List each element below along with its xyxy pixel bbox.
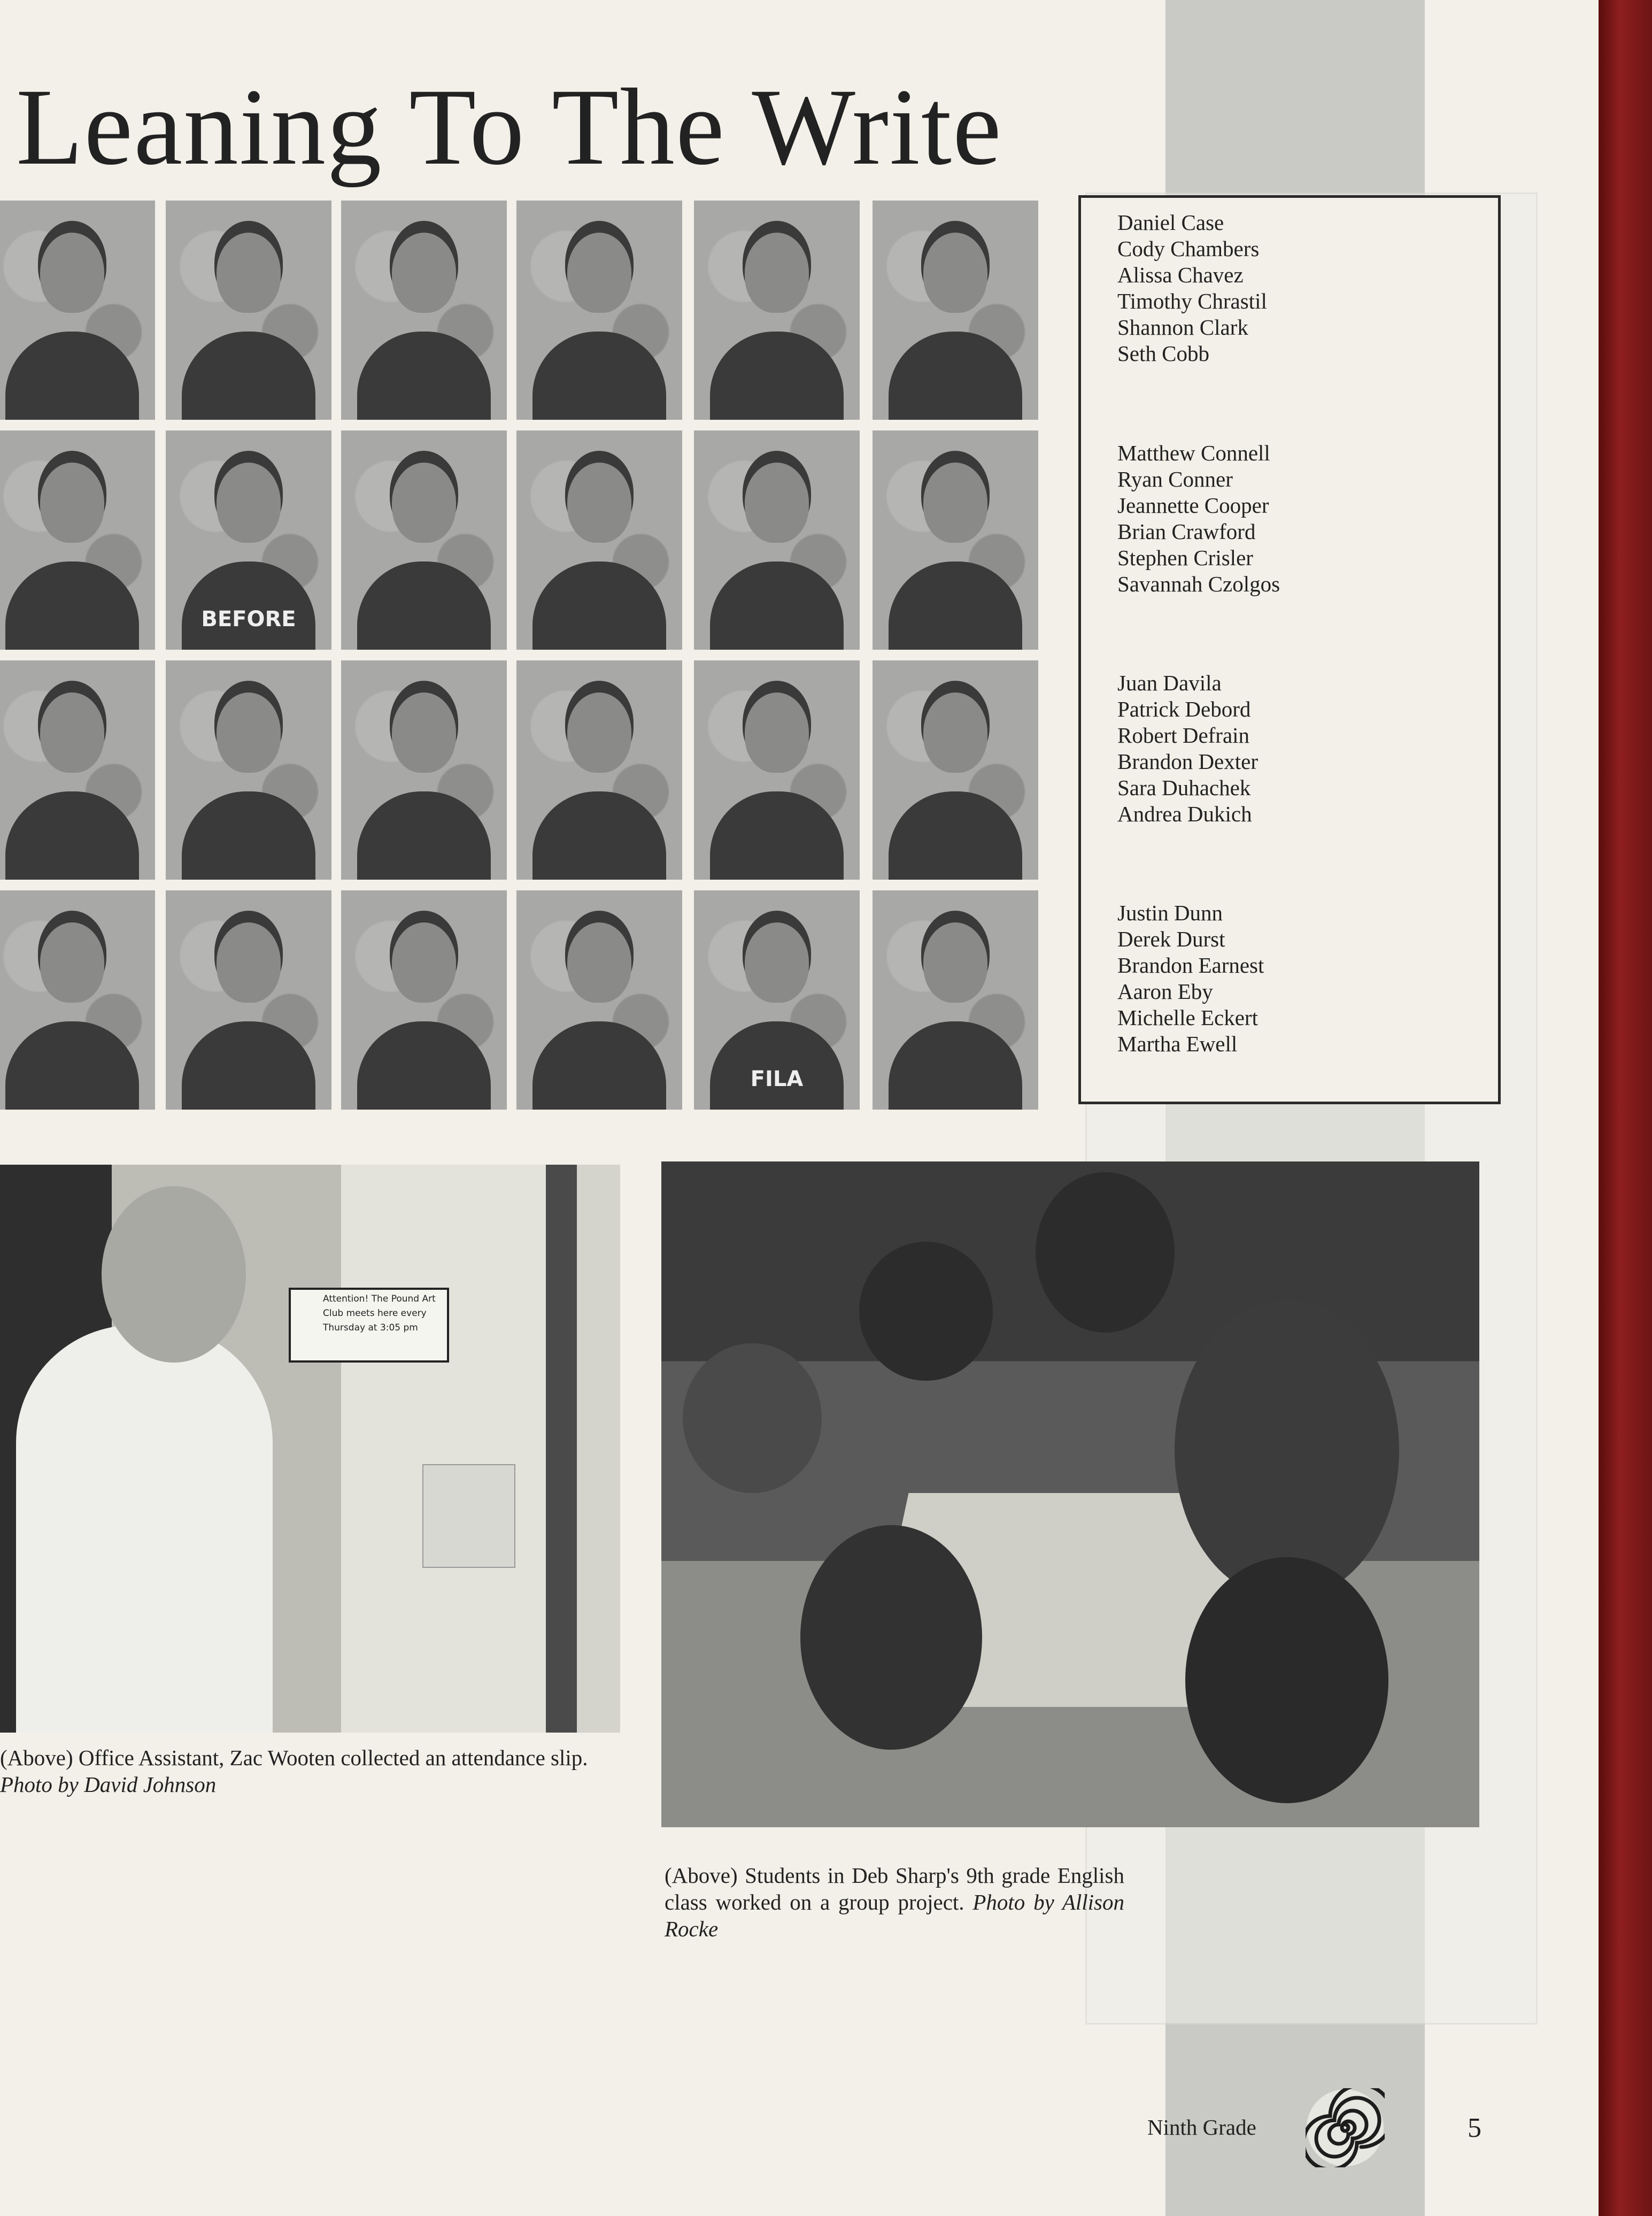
student-name: Stephen Crisler bbox=[1117, 545, 1253, 570]
office-assistant-photo bbox=[0, 1165, 620, 1733]
portrait-head bbox=[923, 233, 987, 313]
student-portrait bbox=[0, 430, 155, 650]
portrait-shirt bbox=[710, 1021, 844, 1110]
portrait-shirt bbox=[5, 332, 139, 420]
student-portrait bbox=[694, 890, 860, 1110]
portrait-head bbox=[567, 922, 631, 1003]
portrait-shirt bbox=[889, 1021, 1022, 1110]
student-name: Sara Duhachek bbox=[1117, 775, 1251, 800]
portrait-head bbox=[40, 463, 104, 543]
student-figure bbox=[1036, 1172, 1175, 1333]
student-name: Brandon Dexter bbox=[1117, 749, 1258, 774]
portrait-head bbox=[745, 233, 809, 313]
portrait-shirt bbox=[182, 1021, 315, 1110]
portrait-head bbox=[392, 233, 456, 313]
student-head bbox=[102, 1186, 246, 1363]
name-list-box bbox=[1078, 195, 1501, 1104]
portrait-head bbox=[745, 692, 809, 773]
student-portrait bbox=[341, 430, 507, 650]
portrait-shirt bbox=[5, 561, 139, 650]
student-portrait bbox=[166, 430, 331, 650]
portrait-shirt bbox=[532, 1021, 666, 1110]
portrait-shirt bbox=[532, 332, 666, 420]
caption-text: (Above) Office Assistant, Zac Wooten collected an attendance slip. bbox=[0, 1745, 588, 1770]
portrait-shirt bbox=[532, 791, 666, 880]
caption-text: (Above) Students in Deb Sharp's 9th grade English class worked on a group project. bbox=[665, 1863, 1124, 1914]
student-name: Patrick Debord bbox=[1117, 697, 1251, 721]
portrait-head bbox=[923, 463, 987, 543]
student-portrait bbox=[873, 430, 1038, 650]
student-portrait bbox=[694, 660, 860, 880]
student-portrait bbox=[516, 430, 682, 650]
student-name: Ryan Conner bbox=[1117, 467, 1233, 491]
page-title: Leaning To The Write bbox=[16, 66, 1002, 188]
student-portrait bbox=[166, 660, 331, 880]
student-name: Daniel Case bbox=[1117, 210, 1224, 235]
student-name: Derek Durst bbox=[1117, 927, 1225, 951]
portrait-shirt bbox=[357, 791, 491, 880]
photo-credit: Photo by Allison Rocke bbox=[665, 1890, 1124, 1941]
student-portrait bbox=[341, 890, 507, 1110]
portrait-shirt bbox=[182, 561, 315, 650]
photo1-caption bbox=[0, 1744, 626, 1798]
portrait-head bbox=[392, 692, 456, 773]
portrait-shirt bbox=[710, 561, 844, 650]
portrait-head bbox=[745, 463, 809, 543]
student-name: Justin Dunn bbox=[1117, 901, 1223, 925]
student-figure bbox=[683, 1343, 822, 1493]
name-group-2 bbox=[1117, 440, 1280, 597]
student-name: Juan Davila bbox=[1117, 671, 1222, 695]
student-figure bbox=[1175, 1301, 1399, 1600]
portrait-head bbox=[217, 463, 281, 543]
portrait-shirt bbox=[889, 332, 1022, 420]
student-portrait bbox=[873, 890, 1038, 1110]
portrait-head bbox=[40, 692, 104, 773]
student-name: Martha Ewell bbox=[1117, 1032, 1238, 1056]
shirt-text: BEFORE bbox=[201, 607, 296, 632]
student-name: Robert Defrain bbox=[1117, 723, 1250, 748]
student-name: Aaron Eby bbox=[1117, 979, 1213, 1004]
student-portrait bbox=[516, 890, 682, 1110]
portrait-shirt bbox=[357, 332, 491, 420]
portrait-shirt bbox=[182, 332, 315, 420]
portrait-head bbox=[392, 463, 456, 543]
shirt-text: FILA bbox=[750, 1067, 804, 1091]
student-name: Cody Chambers bbox=[1117, 236, 1260, 261]
student-portrait bbox=[694, 430, 860, 650]
portrait-shirt bbox=[710, 332, 844, 420]
portrait-shirt bbox=[532, 561, 666, 650]
portrait-head bbox=[392, 922, 456, 1003]
portrait-shirt bbox=[357, 561, 491, 650]
student-name: Seth Cobb bbox=[1117, 341, 1209, 366]
student-name: Michelle Eckert bbox=[1117, 1005, 1258, 1030]
english-class-photo bbox=[661, 1161, 1479, 1827]
student-portrait bbox=[873, 201, 1038, 420]
portrait-shirt bbox=[889, 791, 1022, 880]
portrait-head bbox=[923, 692, 987, 773]
student-portrait bbox=[166, 201, 331, 420]
sign-text: Attention! The Pound Art Club meets here every Thursday at 3:05 pm bbox=[323, 1294, 436, 1333]
student-portrait bbox=[694, 201, 860, 420]
portrait-shirt bbox=[357, 1021, 491, 1110]
portrait-shirt bbox=[5, 791, 139, 880]
student-portrait bbox=[0, 660, 155, 880]
portrait-grid bbox=[0, 201, 1043, 1115]
student-portrait bbox=[516, 660, 682, 880]
attendance-slip bbox=[422, 1464, 515, 1568]
portrait-head bbox=[923, 922, 987, 1003]
photo-credit: Photo by David Johnson bbox=[0, 1772, 217, 1797]
portrait-head bbox=[217, 922, 281, 1003]
student-name: Shannon Clark bbox=[1117, 315, 1248, 340]
portrait-head bbox=[567, 463, 631, 543]
name-group-3 bbox=[1117, 670, 1258, 827]
portrait-head bbox=[217, 233, 281, 313]
portrait-shirt bbox=[182, 791, 315, 880]
section-label: Ninth Grade bbox=[1147, 2115, 1256, 2140]
student-portrait bbox=[873, 660, 1038, 880]
portrait-shirt bbox=[889, 561, 1022, 650]
student-figure bbox=[1185, 1557, 1388, 1803]
portrait-head bbox=[217, 692, 281, 773]
student-portrait bbox=[0, 201, 155, 420]
art-club-sign bbox=[289, 1288, 449, 1363]
student-portrait bbox=[516, 201, 682, 420]
student-portrait bbox=[341, 201, 507, 420]
student-portrait bbox=[166, 890, 331, 1110]
student-name: Alissa Chavez bbox=[1117, 263, 1244, 287]
name-group-4 bbox=[1117, 900, 1264, 1057]
photo2-caption bbox=[665, 1862, 1124, 1942]
student-name: Brandon Earnest bbox=[1117, 953, 1264, 978]
student-name: Matthew Connell bbox=[1117, 441, 1270, 465]
student-portrait bbox=[0, 890, 155, 1110]
portrait-head bbox=[567, 233, 631, 313]
student-figure bbox=[800, 1525, 982, 1750]
page-number: 5 bbox=[1468, 2113, 1481, 2143]
student-name: Jeannette Cooper bbox=[1117, 493, 1269, 518]
portrait-head bbox=[567, 692, 631, 773]
student-portrait bbox=[341, 660, 507, 880]
name-group-1 bbox=[1117, 210, 1267, 367]
portrait-head bbox=[745, 922, 809, 1003]
student-name: Brian Crawford bbox=[1117, 519, 1256, 544]
binding-edge bbox=[1599, 0, 1652, 2216]
spiral-icon bbox=[1306, 2088, 1385, 2167]
portrait-head bbox=[40, 922, 104, 1003]
student-name: Andrea Dukich bbox=[1117, 802, 1252, 826]
student-name: Savannah Czolgos bbox=[1117, 572, 1280, 596]
portrait-shirt bbox=[710, 791, 844, 880]
portrait-head bbox=[40, 233, 104, 313]
portrait-shirt bbox=[5, 1021, 139, 1110]
student-figure bbox=[16, 1325, 273, 1733]
student-name: Timothy Chrastil bbox=[1117, 289, 1267, 313]
student-figure bbox=[859, 1242, 993, 1381]
